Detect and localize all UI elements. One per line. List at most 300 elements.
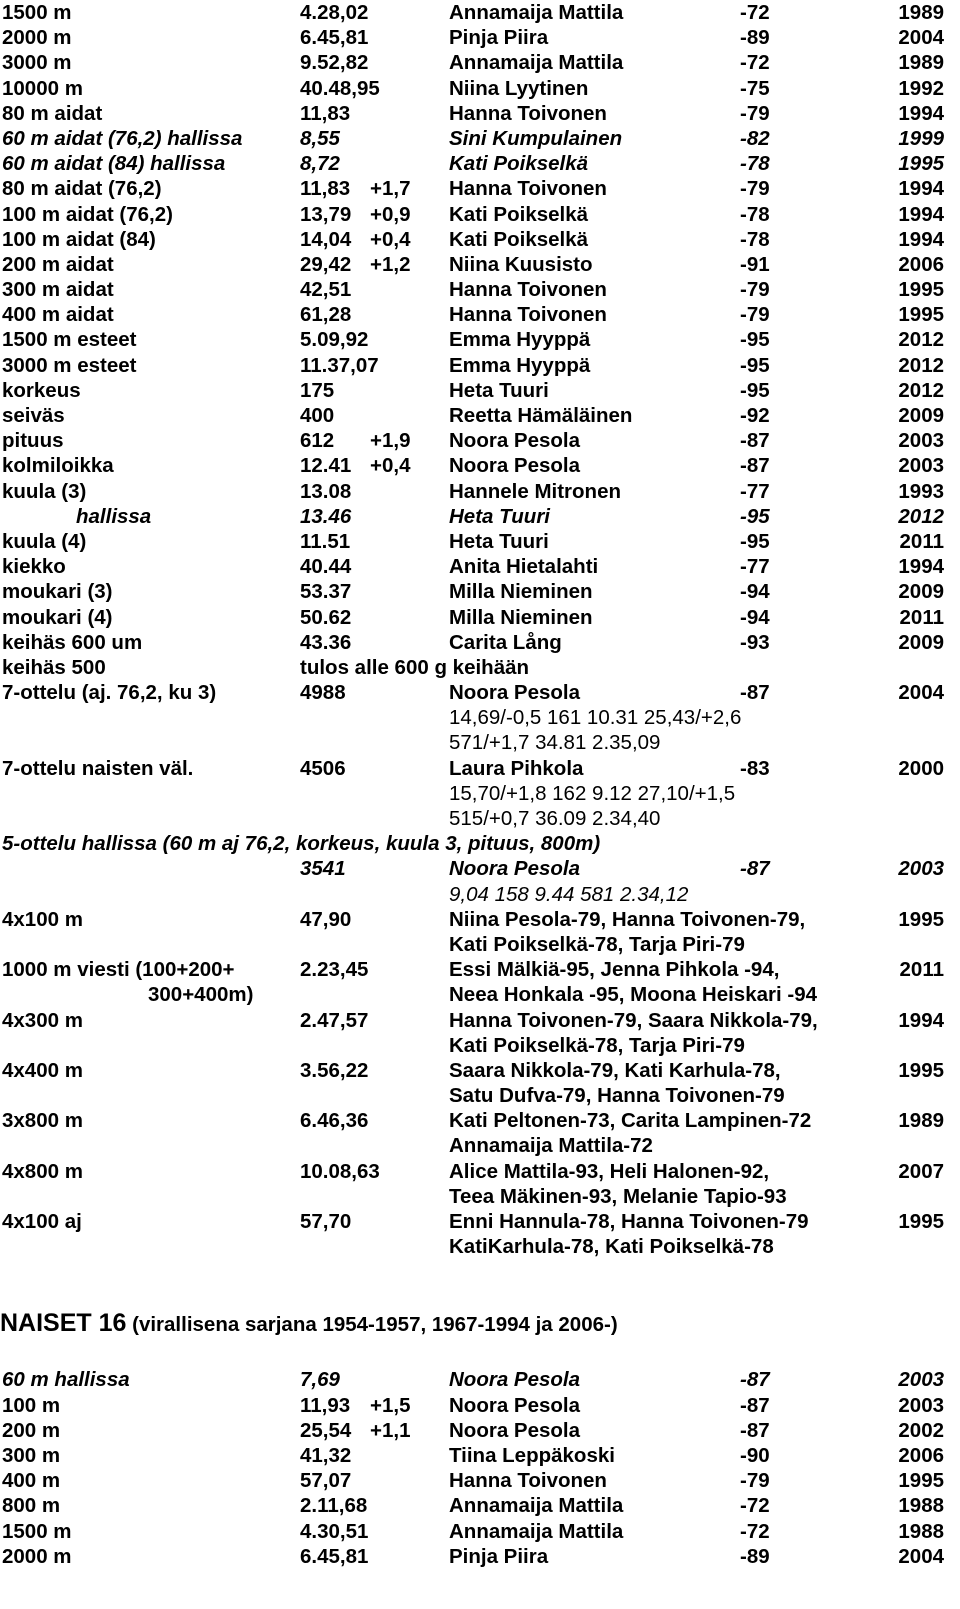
event-cell: 80 m aidat (76,2) <box>2 177 162 201</box>
result-cell: 400 <box>300 404 335 427</box>
event-cell: 3x800 m <box>2 1109 83 1133</box>
event-cell: 3000 m <box>2 51 72 75</box>
record-row <box>0 378 960 403</box>
wind-cell: +0,9 <box>370 202 411 226</box>
result-cell: 2.23,45 <box>300 958 369 982</box>
year-cell: 1993 <box>898 479 944 503</box>
wind-cell: +1,5 <box>370 1393 411 1417</box>
result-cell: 41,32 <box>300 1443 352 1467</box>
event-cell: 4x100 m <box>2 907 83 931</box>
result-cell: 40.48,95 <box>300 76 380 100</box>
born-cell: -79 <box>740 278 770 302</box>
year-cell: 2004 <box>898 26 944 50</box>
year-cell: 1988 <box>898 1519 944 1543</box>
record-row <box>0 907 960 932</box>
event-cell: 1500 m <box>2 1519 72 1543</box>
event-cell: keihäs 500 <box>2 655 106 679</box>
athlete-cell: 515/+0,7 36.09 2.34,40 <box>449 807 661 830</box>
athlete-cell: Noora Pesola <box>449 857 581 881</box>
year-cell: 1999 <box>898 126 944 150</box>
record-row <box>0 479 960 504</box>
year-cell: 2009 <box>898 580 944 604</box>
year-cell: 1995 <box>898 303 944 327</box>
year-cell: 1989 <box>898 1109 944 1133</box>
wind-cell: +1,9 <box>370 429 411 453</box>
record-row <box>0 1519 960 1544</box>
year-cell: 2003 <box>898 1393 944 1417</box>
year-cell: 2012 <box>898 353 944 377</box>
athlete-cell: 15,70/+1,8 162 9.12 27,10/+1,5 <box>449 781 736 805</box>
record-row <box>0 882 960 907</box>
athlete-cell: Annamaija Mattila <box>449 51 624 75</box>
event-cell: 4x400 m <box>2 1058 83 1082</box>
year-cell: 2004 <box>898 681 944 705</box>
athlete-cell: Tiina Leppäkoski <box>449 1443 615 1467</box>
record-row <box>0 1083 960 1108</box>
athlete-cell: Pinja Piira <box>449 26 549 50</box>
athlete-cell: Hanna Toivonen <box>449 101 607 125</box>
result-cell: 57,07 <box>300 1469 352 1493</box>
athlete-cell: Neea Honkala -95, Moona Heiskari -94 <box>449 983 818 1007</box>
record-row <box>0 227 960 252</box>
athlete-cell: Satu Dufva-79, Hanna Toivonen-79 <box>449 1084 785 1108</box>
year-cell: 2006 <box>898 252 944 276</box>
born-cell: -72 <box>740 51 770 75</box>
event-cell: 200 m <box>2 1418 61 1442</box>
result-cell: 57,70 <box>300 1210 352 1233</box>
event-cell: 4x100 aj <box>2 1210 82 1233</box>
athlete-cell: Kati Poikselkä <box>449 152 589 176</box>
record-row <box>0 353 960 378</box>
result-cell: 47,90 <box>300 907 352 931</box>
year-cell: 1995 <box>898 907 944 931</box>
born-cell: -89 <box>740 1544 770 1568</box>
event-cell: kiekko <box>2 555 66 579</box>
result-cell: 50.62 <box>300 605 352 629</box>
athlete-cell: Sini Kumpulainen <box>449 126 623 150</box>
year-cell: 1994 <box>898 177 944 201</box>
event-cell: kolmiloikka <box>2 454 114 478</box>
athlete-cell: Hanna Toivonen-79, Saara Nikkola-79, <box>449 1008 818 1032</box>
record-row <box>0 831 960 856</box>
athlete-cell: Heta Tuuri <box>449 504 550 528</box>
event-cell: 3000 m esteet <box>2 353 137 377</box>
born-cell: -89 <box>740 26 770 50</box>
records-table-naiset16 <box>0 1367 960 1569</box>
record-row <box>0 605 960 630</box>
record-row <box>0 982 960 1007</box>
year-cell: 2012 <box>898 378 944 402</box>
result-cell: 25,54 <box>300 1418 352 1442</box>
athlete-cell: Hanna Toivonen <box>449 1469 607 1493</box>
born-cell: -77 <box>740 555 770 579</box>
section-gap <box>0 1259 960 1309</box>
wind-cell: +0,4 <box>370 227 411 251</box>
athlete-cell: Hannele Mitronen <box>449 479 621 503</box>
result-cell: 13.46 <box>300 504 352 528</box>
athlete-cell: Essi Mälkiä-95, Jenna Pihkola -94, <box>449 958 780 982</box>
athlete-cell: Annamaija Mattila-72 <box>449 1134 653 1158</box>
record-row <box>0 680 960 705</box>
result-cell: 11,83 <box>300 101 351 125</box>
record-row <box>0 1234 960 1259</box>
born-cell: -78 <box>740 202 770 226</box>
wind-cell: +1,7 <box>370 177 411 201</box>
record-row <box>0 1058 960 1083</box>
wind-cell: +0,4 <box>370 454 411 478</box>
year-cell: 1994 <box>898 1008 944 1032</box>
athlete-cell: Anita Hietalahti <box>449 555 599 579</box>
result-cell: 6.46,36 <box>300 1109 369 1133</box>
record-row <box>0 0 960 25</box>
born-cell: -94 <box>740 580 770 604</box>
athlete-cell: Noora Pesola <box>449 454 581 478</box>
result-cell: 11,83 <box>300 177 351 201</box>
event-cell: 7-ottelu naisten väl. <box>2 756 194 780</box>
record-row <box>0 403 960 428</box>
year-cell: 2003 <box>898 454 944 478</box>
event-cell: 100 m aidat (76,2) <box>2 202 173 226</box>
heading-title: NAISET 16 <box>0 1309 127 1338</box>
record-row <box>0 1108 960 1133</box>
event-cell: 300 m aidat <box>2 278 114 302</box>
athlete-cell: Kati Peltonen-73, Carita Lampinen-72 <box>449 1109 812 1133</box>
athlete-cell: Alice Mattila-93, Heli Halonen-92, <box>449 1159 770 1183</box>
year-cell: 2012 <box>898 328 944 352</box>
record-row <box>0 856 960 881</box>
born-cell: -79 <box>740 1469 770 1493</box>
year-cell: 1995 <box>898 1058 944 1082</box>
athlete-cell: Emma Hyyppä <box>449 328 591 352</box>
result-cell: 2.11,68 <box>300 1494 368 1518</box>
result-cell: 10.08,63 <box>300 1159 380 1183</box>
result-cell: 8,55 <box>300 126 340 150</box>
year-cell: 1995 <box>898 152 944 176</box>
event-cell: 1500 m <box>2 1 72 24</box>
born-cell: -75 <box>740 76 770 100</box>
event-cell: kuula (3) <box>2 479 87 503</box>
record-row <box>0 529 960 554</box>
born-cell: -79 <box>740 101 770 125</box>
born-cell: -72 <box>740 1519 770 1543</box>
result-cell: 6.45,81 <box>300 1544 369 1568</box>
result-cell: 175 <box>300 378 335 402</box>
year-cell: 2011 <box>899 605 944 629</box>
record-row <box>0 1133 960 1158</box>
athlete-cell: Heta Tuuri <box>449 529 549 553</box>
record-row <box>0 151 960 176</box>
born-cell: -87 <box>740 1368 770 1392</box>
event-cell: moukari (4) <box>2 605 113 629</box>
born-cell: -94 <box>740 605 770 629</box>
record-row <box>0 504 960 529</box>
record-row <box>0 126 960 151</box>
result-cell: 6.45,81 <box>300 26 369 50</box>
result-cell: 4506 <box>300 756 346 780</box>
year-cell: 2003 <box>898 429 944 453</box>
born-cell: -72 <box>740 1494 770 1518</box>
athlete-cell: Noora Pesola <box>449 429 581 453</box>
record-row <box>0 1033 960 1058</box>
record-row <box>0 1367 960 1392</box>
year-cell: 2011 <box>899 958 944 982</box>
athlete-cell: Emma Hyyppä <box>449 353 591 377</box>
event-cell: 5-ottelu hallissa (60 m aj 76,2, korkeus, kuula 3, pituus, 800m) <box>2 832 601 856</box>
record-row <box>0 1544 960 1569</box>
event-cell: 2000 m <box>2 1544 72 1568</box>
event-cell: 7-ottelu (aj. 76,2, ku 3) <box>2 681 217 705</box>
athlete-cell: Milla Nieminen <box>449 605 593 629</box>
result-cell: 13,79 <box>300 202 352 226</box>
athlete-cell: Noora Pesola <box>449 1368 581 1392</box>
record-row <box>0 277 960 302</box>
born-cell: -95 <box>740 353 770 377</box>
event-cell: 300 m <box>2 1443 61 1467</box>
athlete-cell: 14,69/-0,5 161 10.31 25,43/+2,6 <box>449 706 742 730</box>
record-row <box>0 932 960 957</box>
athlete-cell: Niina Lyytinen <box>449 76 589 100</box>
year-cell: 1989 <box>898 51 944 75</box>
athlete-cell: Niina Kuusisto <box>449 252 593 276</box>
wind-cell: +1,1 <box>370 1418 411 1442</box>
year-cell: 1994 <box>898 202 944 226</box>
athlete-cell: KatiKarhula-78, Kati Poikselkä-78 <box>449 1235 774 1259</box>
event-cell: 60 m aidat (76,2) hallissa <box>2 126 243 150</box>
athlete-cell: Kati Poikselkä <box>449 227 589 251</box>
result-cell: 12.41 <box>300 454 352 478</box>
athlete-cell: Noora Pesola <box>449 681 581 705</box>
event-cell: moukari (3) <box>2 580 113 604</box>
record-row <box>0 76 960 101</box>
born-cell: -87 <box>740 1393 770 1417</box>
event-cell: 100 m aidat (84) <box>2 227 156 251</box>
year-cell: 2011 <box>899 529 944 553</box>
section-heading <box>0 1311 960 1347</box>
year-cell: 2003 <box>898 857 944 881</box>
event-cell: 10000 m <box>2 76 83 100</box>
born-cell: -82 <box>740 126 770 150</box>
event-cell: 4x800 m <box>2 1159 83 1183</box>
record-row <box>0 730 960 755</box>
athlete-cell: Annamaija Mattila <box>449 1494 624 1518</box>
event-cell: 60 m hallissa <box>2 1368 130 1392</box>
athlete-cell: Hanna Toivonen <box>449 303 607 327</box>
born-cell: -91 <box>740 252 770 276</box>
heading-note: (virallisena sarjana 1954-1957, 1967-1994 ja 2006-) <box>126 1313 618 1337</box>
result-cell: 61,28 <box>300 303 352 327</box>
result-cell: 11,93 <box>300 1393 351 1417</box>
result-cell: tulos alle 600 g keihään <box>300 655 530 679</box>
record-row <box>0 1393 960 1418</box>
record-row <box>0 579 960 604</box>
born-cell: -72 <box>740 1 770 24</box>
event-cell: 60 m aidat (84) hallissa <box>2 152 226 176</box>
event-cell: 400 m aidat <box>2 303 114 327</box>
event-cell: keihäs 600 um <box>2 630 143 654</box>
event-cell: kuula (4) <box>2 529 87 553</box>
result-cell: 5.09,92 <box>300 328 369 352</box>
event-cell: 400 m <box>2 1469 61 1493</box>
result-cell: 2.47,57 <box>300 1008 369 1032</box>
athlete-cell: Saara Nikkola-79, Kati Karhula-78, <box>449 1058 781 1082</box>
result-cell: 11.37,07 <box>300 353 379 377</box>
record-row <box>0 101 960 126</box>
year-cell: 2003 <box>898 1368 944 1392</box>
athlete-cell: Hanna Toivonen <box>449 278 607 302</box>
result-cell: 13.08 <box>300 479 352 503</box>
result-cell: 612 <box>300 429 335 453</box>
born-cell: -77 <box>740 479 770 503</box>
record-row <box>0 1159 960 1184</box>
year-cell: 1994 <box>898 227 944 251</box>
athlete-cell: Noora Pesola <box>449 1418 581 1442</box>
event-cell: 800 m <box>2 1494 61 1518</box>
year-cell: 2009 <box>898 404 944 427</box>
born-cell: -78 <box>740 227 770 251</box>
born-cell: -79 <box>740 303 770 327</box>
born-cell: -78 <box>740 152 770 176</box>
athlete-cell: Niina Pesola-79, Hanna Toivonen-79, <box>449 907 806 931</box>
event-cell: 100 m <box>2 1393 61 1417</box>
result-cell: 29,42 <box>300 252 352 276</box>
record-row <box>0 554 960 579</box>
born-cell: -92 <box>740 404 770 427</box>
event-cell: 2000 m <box>2 26 72 50</box>
result-cell: 3.56,22 <box>300 1058 369 1082</box>
year-cell: 1988 <box>898 1494 944 1518</box>
result-cell: 53.37 <box>300 580 352 604</box>
year-cell: 1995 <box>898 1210 944 1233</box>
record-row <box>0 1184 960 1209</box>
result-cell: 4.30,51 <box>300 1519 369 1543</box>
athlete-cell: Reetta Hämäläinen <box>449 404 633 427</box>
event-cell: seiväs <box>2 404 65 427</box>
result-cell: 3541 <box>300 857 346 881</box>
record-row <box>0 176 960 201</box>
athlete-cell: Heta Tuuri <box>449 378 549 402</box>
event-cell: korkeus <box>2 378 81 402</box>
born-cell: -87 <box>740 454 770 478</box>
record-row <box>0 705 960 730</box>
event-cell: 4x300 m <box>2 1008 83 1032</box>
year-cell: 1995 <box>898 1469 944 1493</box>
born-cell: -87 <box>740 857 770 881</box>
record-row <box>0 1008 960 1033</box>
born-cell: -87 <box>740 681 770 705</box>
record-row <box>0 252 960 277</box>
born-cell: -95 <box>740 529 770 553</box>
wind-cell: +1,2 <box>370 252 411 276</box>
athlete-cell: Noora Pesola <box>449 1393 581 1417</box>
record-row <box>0 1443 960 1468</box>
heading-gap <box>0 1347 960 1367</box>
athlete-cell: Kati Poikselkä-78, Tarja Piri-79 <box>449 932 745 956</box>
athlete-cell: Carita Lång <box>449 630 562 654</box>
year-cell: 1994 <box>898 555 944 579</box>
born-cell: -90 <box>740 1443 770 1467</box>
event-cell: 300+400m) <box>148 983 254 1007</box>
event-cell: pituus <box>2 429 64 453</box>
athlete-cell: Laura Pihkola <box>449 756 584 780</box>
event-cell: 80 m aidat <box>2 101 103 125</box>
record-row <box>0 655 960 680</box>
result-cell: 42,51 <box>300 278 352 302</box>
year-cell: 2007 <box>898 1159 944 1183</box>
athlete-cell: Kati Poikselkä <box>449 202 589 226</box>
born-cell: -93 <box>740 630 770 654</box>
athlete-cell: Enni Hannula-78, Hanna Toivonen-79 <box>449 1210 809 1233</box>
athlete-cell: Pinja Piira <box>449 1544 549 1568</box>
record-row <box>0 327 960 352</box>
born-cell: -87 <box>740 1418 770 1442</box>
born-cell: -87 <box>740 429 770 453</box>
record-row <box>0 453 960 478</box>
record-row <box>0 630 960 655</box>
result-cell: 9.52,82 <box>300 51 369 75</box>
year-cell: 2004 <box>898 1544 944 1568</box>
record-row <box>0 1468 960 1493</box>
born-cell: -95 <box>740 504 770 528</box>
result-cell: 40.44 <box>300 555 352 579</box>
record-row <box>0 1418 960 1443</box>
record-row <box>0 1209 960 1234</box>
athlete-cell: 571/+1,7 34.81 2.35,09 <box>449 731 661 755</box>
result-cell: 4988 <box>300 681 346 705</box>
year-cell: 2009 <box>898 630 944 654</box>
result-cell: 43.36 <box>300 630 352 654</box>
athlete-cell: Hanna Toivonen <box>449 177 607 201</box>
year-cell: 1994 <box>898 101 944 125</box>
record-row <box>0 428 960 453</box>
born-cell: -95 <box>740 378 770 402</box>
record-row <box>0 25 960 50</box>
result-cell: 8,72 <box>300 152 340 176</box>
year-cell: 2012 <box>898 504 944 528</box>
result-cell: 14,04 <box>300 227 352 251</box>
event-cell: 1000 m viesti (100+200+ <box>2 958 235 982</box>
year-cell: 2000 <box>898 756 944 780</box>
athlete-cell: Annamaija Mattila <box>449 1 624 24</box>
year-cell: 1989 <box>898 1 944 24</box>
born-cell: -79 <box>740 177 770 201</box>
year-cell: 1995 <box>898 278 944 302</box>
born-cell: -83 <box>740 756 770 780</box>
record-row <box>0 957 960 982</box>
result-cell: 7,69 <box>300 1368 340 1392</box>
event-cell: hallissa <box>76 504 152 528</box>
athlete-cell: Milla Nieminen <box>449 580 593 604</box>
born-cell: -95 <box>740 328 770 352</box>
event-cell: 200 m aidat <box>2 252 114 276</box>
result-cell: 11.51 <box>300 529 351 553</box>
athlete-cell: Teea Mäkinen-93, Melanie Tapio-93 <box>449 1184 787 1208</box>
athlete-cell: Annamaija Mattila <box>449 1519 624 1543</box>
event-cell: 1500 m esteet <box>2 328 137 352</box>
record-row <box>0 1493 960 1518</box>
record-row <box>0 781 960 806</box>
record-row <box>0 202 960 227</box>
athlete-cell: 9,04 158 9.44 581 2.34,12 <box>449 882 689 906</box>
record-row <box>0 756 960 781</box>
record-row <box>0 302 960 327</box>
result-cell: 4.28,02 <box>300 1 369 24</box>
athlete-cell: Kati Poikselkä-78, Tarja Piri-79 <box>449 1033 745 1057</box>
year-cell: 2002 <box>898 1418 944 1442</box>
record-row <box>0 50 960 75</box>
year-cell: 2006 <box>898 1443 944 1467</box>
record-row <box>0 806 960 831</box>
year-cell: 1992 <box>898 76 944 100</box>
